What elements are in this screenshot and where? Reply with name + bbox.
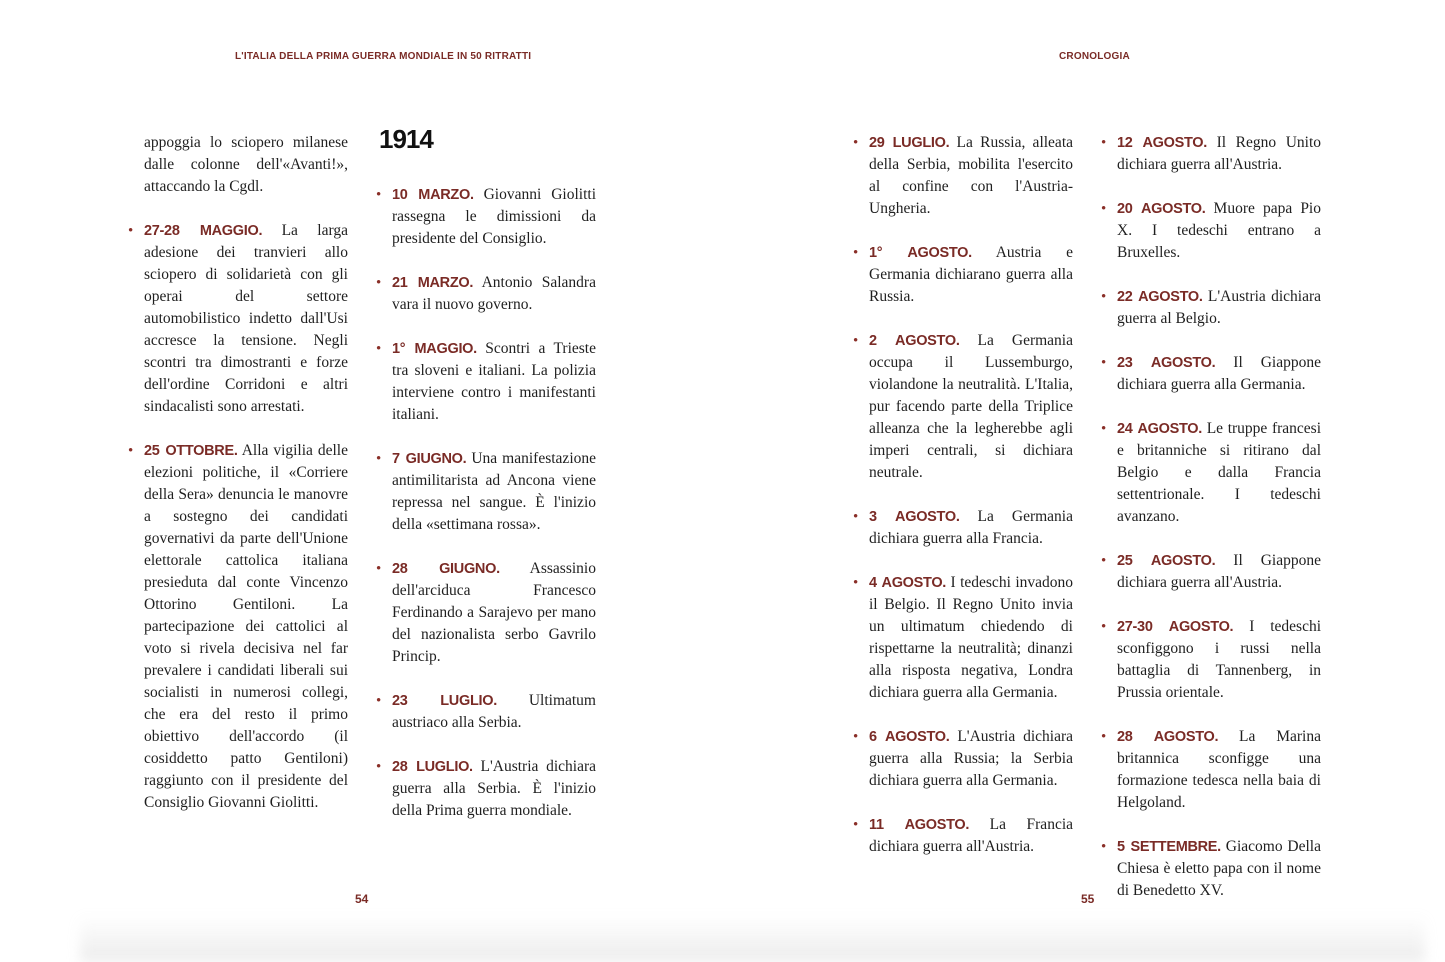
entry-text: Una manifestazione antimilitarista ad Ancona viene repressa nel sangue. È l'inizio della «settimana rossa».: [392, 450, 596, 533]
entry-date: 23 LUGLIO.: [392, 693, 497, 709]
chronology-entry: [392, 272, 596, 316]
entry-date: 27-28 MAGGIO.: [144, 223, 263, 239]
chronology-entry: [392, 184, 596, 250]
entry-text: I tedeschi sconfiggono i russi nella battaglia di Tannenberg, in Prussia orientale.: [1117, 618, 1322, 701]
entry-text: Austria e Germania dichiarano guerra alla Russia.: [869, 244, 1073, 305]
entry-date: 3 AGOSTO.: [869, 509, 960, 525]
entry-text: L'Austria dichiara guerra al Belgio.: [1117, 288, 1321, 327]
entry-date: 20 AGOSTO.: [1117, 201, 1206, 217]
chronology-entry: [392, 690, 596, 734]
page-shadow: [80, 915, 1425, 962]
entry-text: Le truppe francesi e britanniche si ritirano dal Belgio e dalla Francia settentrionale. I tedeschi avanzano.: [1117, 420, 1322, 525]
entry-text: Giacomo Della Chiesa è eletto papa con il nome di Benedetto XV.: [1117, 838, 1321, 899]
year-heading: 1914: [379, 124, 433, 154]
entry-date: 7 GIUGNO.: [392, 451, 467, 467]
entry-text: La Marina britannica sconfigge una formazione tedesca nella baia di Helgoland.: [1117, 728, 1321, 811]
entry-date: 5 SETTEMBRE.: [1117, 839, 1221, 855]
chronology-entry: [392, 448, 596, 536]
chronology-entry: [144, 440, 348, 814]
chronology-entry: [392, 558, 596, 668]
chronology-entry: [869, 726, 1073, 792]
chronology-entry: [869, 572, 1073, 704]
chronology-entry: [1117, 616, 1321, 704]
entry-text: Scontri a Trieste tra sloveni e italiani. La polizia interviene contro i manifestanti italiani.: [392, 340, 596, 423]
entry-date: 24 AGOSTO.: [1117, 421, 1203, 437]
entry-text: I tedeschi invadono il Belgio. Il Regno Unito invia un ultimatum chiedendo di rispettarne la neutralità; dinanzi alla risposta negativa, Londra dichiara guerra alla Germania.: [869, 574, 1073, 701]
entry-text: L'Austria dichiara guerra alla Serbia. È l'inizio della Prima guerra mondiale.: [392, 758, 596, 819]
chronology-entry: [1117, 550, 1321, 594]
entry-text: L'Austria dichiara guerra alla Russia; la Serbia dichiara guerra alla Germania.: [869, 728, 1073, 789]
entry-text: Antonio Salandra vara il nuovo governo.: [392, 274, 596, 313]
entry-date: 22 AGOSTO.: [1117, 289, 1203, 305]
entry-date: 6 AGOSTO.: [869, 729, 950, 745]
entry-text: Il Giappone dichiara guerra all'Austria.: [1117, 552, 1321, 591]
entry-date: 23 AGOSTO.: [1117, 355, 1216, 371]
entry-text: Giovanni Giolitti rassegna le dimissioni da presidente del Consiglio.: [392, 186, 596, 247]
chronology-entry: [869, 814, 1073, 858]
entry-text: Il Giappone dichiara guerra alla Germania.: [1117, 354, 1321, 393]
chronology-entry: [869, 330, 1073, 484]
chronology-entry: [392, 338, 596, 426]
chronology-entry: [1117, 726, 1321, 814]
entry-date: 25 OTTOBRE.: [144, 443, 238, 459]
chronology-entry: [392, 756, 596, 822]
chronology-entry: [1117, 352, 1321, 396]
entry-text: Il Regno Unito dichiara guerra all'Austria.: [1117, 134, 1322, 173]
left-column-2: [379, 124, 596, 844]
running-head-right: CRONOLOGIA: [1059, 51, 1130, 62]
right-column-1: [869, 132, 1073, 880]
entry-date: 29 LUGLIO.: [869, 135, 950, 151]
page-number-left: 54: [355, 892, 369, 906]
entry-text: Alla vigilia delle elezioni politiche, il «Corriere della Sera» denuncia le manovre a sostegno dei candidati governativi da parte dell'Unione elettorale cattolica italiana presieduta dal conte Vincenzo Ottorino Gentiloni. La partecipazione dei cattolici al voto si rivela decisiva nel far prevalere i candidati liberali sui socialisti in numerosi collegi, che era del resto il primo obiettivo dell'accordo (il cosiddetto patto Gentiloni) raggiunto con il presidente del Consiglio Giovanni Giolitti.: [144, 442, 348, 811]
chronology-entry: [869, 242, 1073, 308]
entry-date: 27-30 AGOSTO.: [1117, 619, 1234, 635]
chronology-entry: [144, 220, 348, 418]
entry-text: La Francia dichiara guerra all'Austria.: [869, 816, 1074, 855]
entry-text: Muore papa Pio X. I tedeschi entrano a Bruxelles.: [1117, 200, 1321, 261]
chronology-entry: [1117, 418, 1321, 528]
entry-text: La Russia, alleata della Serbia, mobilita l'esercito al confine con l'Austria-Ungheria.: [869, 134, 1073, 217]
entry-date: 28 AGOSTO.: [1117, 729, 1219, 745]
running-head-left: L'ITALIA DELLA PRIMA GUERRA MONDIALE IN 50 RITRATTI: [235, 51, 532, 62]
entry-date: 2 AGOSTO.: [869, 333, 960, 349]
chronology-entry: [1117, 132, 1321, 176]
entry-text: Ultimatum austriaco alla Serbia.: [392, 692, 596, 731]
chronology-entry: [1117, 836, 1321, 902]
entry-date: 28 LUGLIO.: [392, 759, 473, 775]
entry-date: 12 AGOSTO.: [1117, 135, 1207, 151]
entry-date: 11 AGOSTO.: [869, 817, 970, 833]
entry-text: La Germania dichiara guerra alla Francia.: [869, 508, 1073, 547]
chronology-entry: [869, 132, 1073, 220]
chronology-entry: [1117, 198, 1321, 264]
entry-date: 1° MAGGIO.: [392, 341, 477, 357]
right-column-2: [1117, 132, 1321, 924]
entry-date: 25 AGOSTO.: [1117, 553, 1216, 569]
entry-text: La Germania occupa il Lussemburgo, violandone la neutralità. L'Italia, pur facendo parte della Triplice alleanza che la legherebbe agli imperi centrali, si dichiara neutrale.: [869, 332, 1073, 481]
entry-date: 4 AGOSTO.: [869, 575, 947, 591]
entry-text: Assassinio dell'arciduca Francesco Ferdinando a Sarajevo per mano del nazionalista serbo Gavrilo Princip.: [392, 560, 596, 665]
chronology-entry: [1117, 286, 1321, 330]
page-number-right: 55: [1081, 892, 1095, 906]
entry-date: 28 GIUGNO.: [392, 561, 500, 577]
entry-text: La larga adesione dei tranvieri allo sciopero di solidarietà con gli operai del settore automobilistico indetto dall'Usi accresce la tensione. Negli scontri tra dimostranti e forze dell'ordine Corridoni e altri sindacalisti sono arrestati.: [144, 222, 348, 415]
left-column-1: [144, 132, 348, 836]
entry-date: 1° AGOSTO.: [869, 245, 972, 261]
entry-date: 10 MARZO.: [392, 187, 474, 203]
chronology-entry: [869, 506, 1073, 550]
continuation-text: appoggia lo sciopero milanese dalle colonne dell'«Avanti!», attaccando la Cgdl.: [144, 134, 348, 195]
entry-date: 21 MARZO.: [392, 275, 474, 291]
